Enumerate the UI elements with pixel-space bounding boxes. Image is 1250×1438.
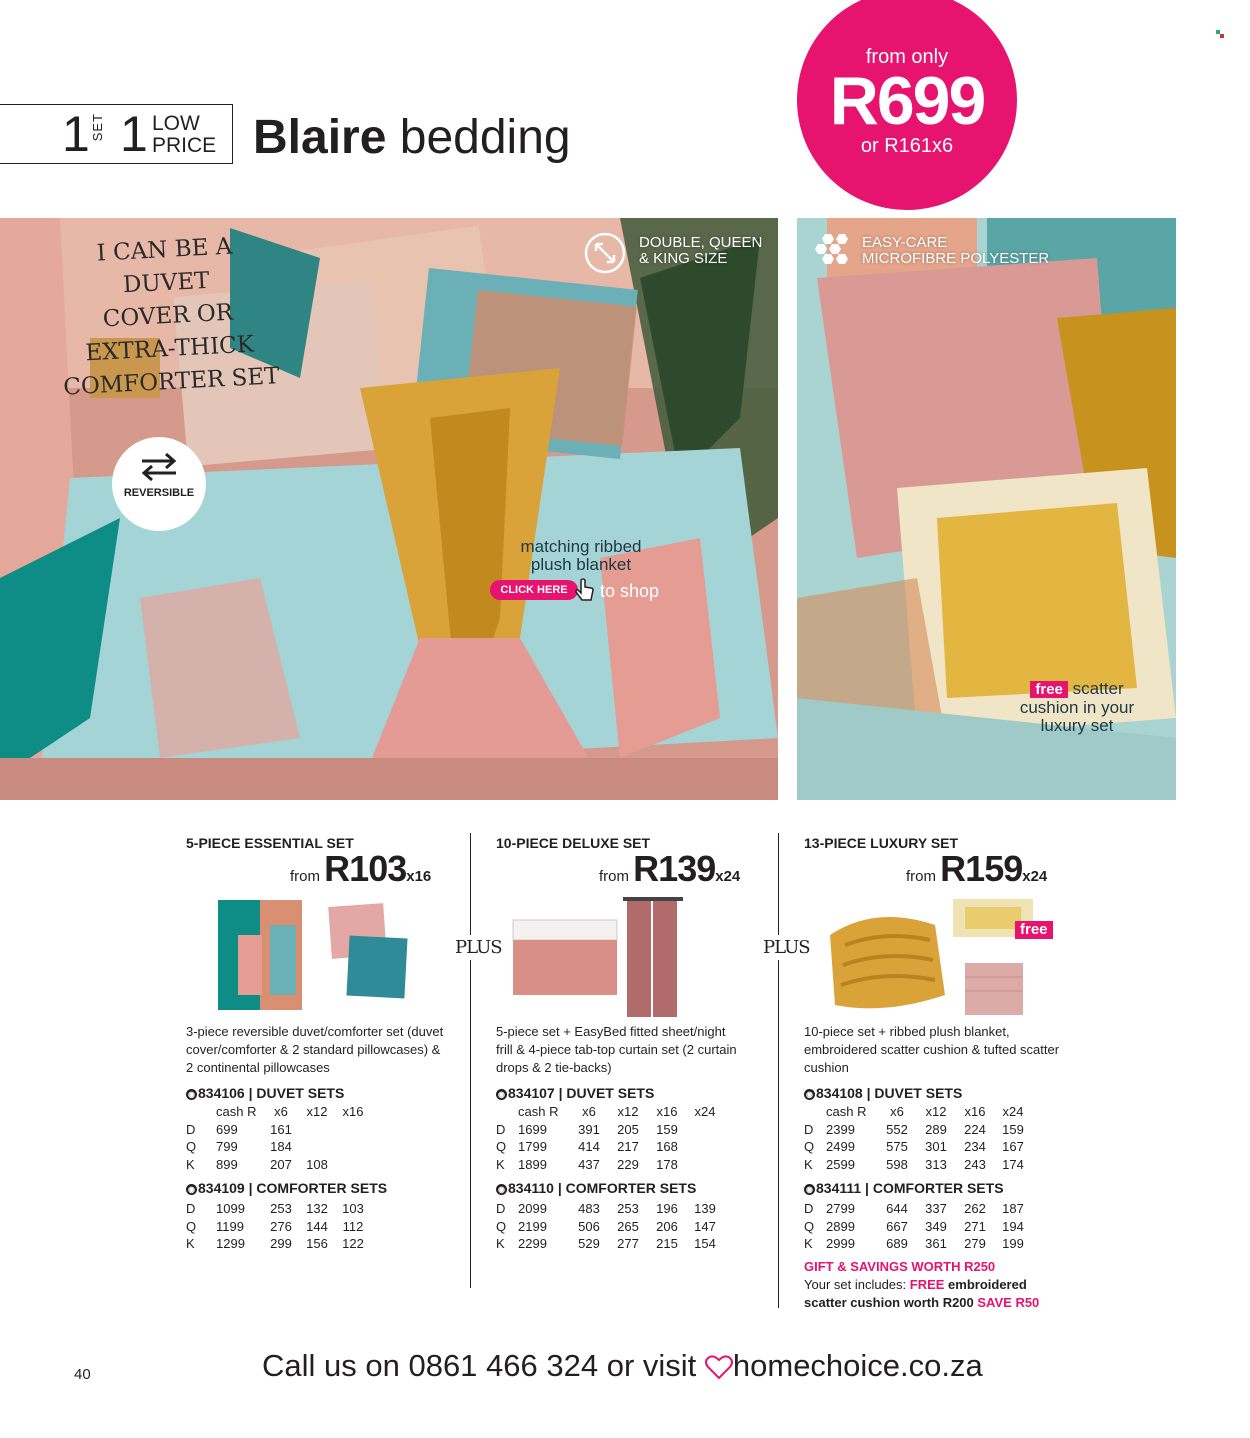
table-row (496, 1156, 724, 1174)
deluxe-set-price (599, 848, 740, 890)
x12-cell: 253 (617, 1201, 639, 1216)
size-feature (639, 235, 762, 267)
table-header: x16 (964, 1104, 986, 1119)
cash-cell: 2099 (518, 1201, 547, 1216)
x16-cell: 112 (342, 1218, 364, 1234)
deluxe-duvet-code (496, 1085, 654, 1101)
luxury-set-price (906, 848, 1047, 890)
x16-cell (336, 1156, 370, 1174)
price-from: from only (865, 46, 949, 68)
table-header: x12 (306, 1104, 328, 1119)
badge-price: PRICE (152, 134, 217, 157)
table-row (804, 1200, 1032, 1218)
table-header: cash R (826, 1104, 867, 1119)
handwritten-note (54, 228, 282, 404)
honeycomb-icon (815, 232, 855, 266)
feature-line: & KING SIZE (639, 250, 728, 267)
catalogue-icon: ◉ (804, 1184, 815, 1195)
cash-cell: 2899 (826, 1218, 855, 1234)
reversible-badge (112, 437, 206, 531)
title-rest: bedding (386, 111, 571, 164)
essential-set-description (186, 1023, 443, 1077)
code-text: 834111 | COMFORTER SETS (816, 1180, 1004, 1196)
table-header-row (496, 1103, 724, 1121)
note-text: scatter (1067, 679, 1124, 698)
x6-cell: 529 (578, 1236, 600, 1251)
size-cell: K (186, 1156, 195, 1172)
deluxe-set-heading: 10-PIECE DELUXE SET (496, 835, 651, 851)
note-line: plush blanket (530, 555, 632, 574)
gift-save: SAVE R50 (977, 1295, 1040, 1310)
free-tag: free (1015, 921, 1053, 939)
x12-cell (298, 1138, 336, 1156)
table-row (496, 1121, 724, 1139)
website-link[interactable]: homechoice.co.za (732, 1348, 983, 1383)
table-header: x6 (890, 1104, 904, 1119)
x12-cell: 229 (617, 1156, 639, 1172)
x24-cell: 194 (1002, 1218, 1024, 1234)
note-line: luxury set (1040, 716, 1114, 735)
table-row (804, 1121, 1032, 1139)
price-amount: R699 (829, 63, 985, 139)
cash-cell: 899 (216, 1156, 238, 1172)
essential-duvet-price-table (186, 1103, 370, 1173)
cash-cell: 2799 (826, 1201, 855, 1216)
badge-number-one: 1 (62, 106, 90, 162)
luxury-set-thumbnail (815, 895, 1065, 1020)
x6-cell: 667 (886, 1218, 908, 1234)
table-header-row (186, 1103, 370, 1121)
cash-cell: 2399 (826, 1121, 855, 1137)
desc-line: 3-piece reversible duvet/comforter set (duvet (186, 1024, 444, 1039)
x16-cell: 215 (656, 1236, 678, 1251)
x6-cell: 437 (578, 1156, 600, 1172)
cash-cell: 1699 (518, 1121, 547, 1137)
table-row (496, 1200, 724, 1218)
catalogue-icon: ◉ (804, 1089, 815, 1100)
table-row (496, 1138, 724, 1156)
size-cell: D (496, 1121, 506, 1137)
feature-line: MICROFIBRE POLYESTER (862, 250, 1050, 267)
handwritten-line: I CAN BE A DUVET (96, 233, 233, 299)
size-cell: K (186, 1236, 195, 1251)
deluxe-comforter-price-table (496, 1200, 724, 1253)
cash-cell: 699 (216, 1121, 238, 1137)
feature-line: EASY-CARE (862, 234, 948, 251)
note-line: matching ribbed (520, 537, 642, 556)
badge-number-one: 1 (120, 106, 148, 162)
blanket-note (496, 538, 666, 574)
x12-cell: 156 (306, 1236, 328, 1251)
x12-cell: 108 (306, 1156, 328, 1172)
from-label: from (906, 868, 936, 885)
x16-cell: 159 (656, 1121, 678, 1137)
page-number: 40 (74, 1366, 91, 1383)
x6-cell: 161 (270, 1121, 292, 1137)
essential-duvet-code (186, 1085, 344, 1101)
x12-cell: 205 (617, 1121, 639, 1137)
price-term: x24 (1022, 868, 1048, 885)
price-value: R139 (633, 848, 716, 889)
x16-cell: 196 (656, 1201, 678, 1216)
cash-cell: 1199 (216, 1218, 244, 1234)
table-header: x24 (1002, 1104, 1024, 1119)
handwritten-line: COVER OR EXTRA-THICK (84, 299, 255, 367)
gift-line (804, 1294, 1039, 1312)
table-row (186, 1235, 370, 1253)
x6-cell: 207 (270, 1156, 292, 1172)
x24-cell: 199 (1002, 1236, 1024, 1251)
price-circle (797, 0, 1017, 210)
x6-cell: 299 (270, 1236, 292, 1251)
table-row (186, 1156, 370, 1174)
corner-mark-icon (1216, 30, 1224, 38)
x24-cell: 159 (1002, 1121, 1024, 1137)
gift-title: GIFT & SAVINGS WORTH R250 (804, 1259, 996, 1274)
resize-arrows-icon (584, 232, 626, 274)
table-row (496, 1235, 724, 1253)
x12-cell: 289 (925, 1121, 947, 1137)
price-alt: or R161x6 (860, 135, 954, 157)
x12-cell: 265 (617, 1218, 639, 1234)
cash-cell: 1299 (216, 1236, 245, 1251)
feature-line: DOUBLE, QUEEN (639, 234, 763, 251)
code-text: 834110 | COMFORTER SETS (508, 1180, 697, 1196)
deluxe-set-thumbnail (505, 895, 705, 1020)
cash-cell: 1899 (518, 1156, 547, 1172)
from-label: from (290, 868, 320, 885)
gift-line (804, 1276, 1039, 1294)
desc-line: cover/comforter & 2 standard pillowcases) & (186, 1042, 441, 1057)
essential-set-thumbnail (210, 895, 420, 1015)
x16-cell: 178 (656, 1156, 678, 1172)
table-header: x12 (617, 1104, 639, 1119)
size-cell: K (804, 1156, 813, 1172)
size-cell: D (496, 1201, 506, 1216)
reversible-label: REVERSIBLE (123, 487, 195, 499)
table-row (804, 1138, 1032, 1156)
gift-free: FREE (909, 1277, 945, 1292)
catalogue-icon: ◉ (186, 1089, 197, 1100)
click-here-button[interactable]: CLICK HERE (490, 580, 578, 600)
catalogue-icon: ◉ (186, 1184, 197, 1195)
cash-cell: 1799 (518, 1139, 547, 1154)
desc-line: drops & 2 tie-backs) (496, 1060, 612, 1075)
badge-low-price (152, 113, 216, 157)
x16-cell: 234 (964, 1139, 986, 1154)
deluxe-set-description (496, 1023, 737, 1077)
table-header: x6 (582, 1104, 596, 1119)
column-divider (778, 833, 779, 1308)
hand-pointer-icon (574, 578, 596, 604)
desc-line: 5-piece set + EasyBed fitted sheet/night (496, 1024, 726, 1039)
x12-cell: 337 (925, 1201, 947, 1216)
x6-cell: 391 (578, 1121, 600, 1137)
table-header: x6 (274, 1104, 288, 1119)
table-header: x24 (694, 1104, 716, 1119)
x6-cell: 184 (270, 1139, 292, 1154)
x6-cell: 552 (886, 1121, 908, 1137)
footer-text: Call us on 0861 466 324 or visit (262, 1348, 705, 1383)
x6-cell: 414 (578, 1139, 600, 1154)
table-header: x16 (656, 1104, 678, 1119)
x12-cell: 217 (617, 1139, 639, 1154)
size-cell: Q (496, 1139, 507, 1154)
size-cell: Q (804, 1218, 815, 1234)
code-text: 834106 | DUVET SETS (198, 1085, 345, 1101)
code-text: 834109 | COMFORTER SETS (198, 1180, 388, 1196)
x24-cell: 167 (1002, 1139, 1024, 1154)
deluxe-comforter-code (496, 1180, 696, 1196)
table-row (804, 1218, 1032, 1236)
x24-cell (686, 1121, 724, 1139)
to-shop-label[interactable]: to shop (600, 581, 660, 601)
size-cell: Q (186, 1218, 197, 1234)
from-label: from (599, 868, 629, 885)
x24-cell: 154 (694, 1236, 716, 1251)
gift-text: embroidered (944, 1277, 1027, 1292)
handwritten-line: COMFORTER SET (62, 363, 281, 401)
table-header: x16 (342, 1104, 364, 1119)
x12-cell: 277 (617, 1236, 639, 1251)
essential-set-heading: 5-PIECE ESSENTIAL SET (186, 835, 354, 851)
size-cell: Q (804, 1139, 815, 1154)
cash-cell: 2599 (826, 1156, 855, 1172)
luxury-duvet-code (804, 1085, 962, 1101)
x16-cell: 224 (964, 1121, 986, 1137)
x24-cell: 187 (1002, 1201, 1024, 1216)
code-text: 834107 | DUVET SETS (508, 1085, 655, 1101)
size-cell: K (496, 1236, 505, 1251)
x16-cell (336, 1121, 370, 1139)
cash-cell: 2499 (826, 1139, 855, 1154)
table-header: cash R (216, 1104, 257, 1119)
luxury-duvet-price-table (804, 1103, 1032, 1173)
swap-arrows-icon (136, 451, 182, 483)
essential-comforter-code (186, 1180, 387, 1196)
plus-label: PLUS (763, 937, 810, 958)
catalogue-icon: ◉ (496, 1184, 507, 1195)
table-header: cash R (518, 1104, 559, 1119)
desc-line: frill & 4-piece tab-top curtain set (2 curtain (496, 1042, 737, 1057)
cash-cell: 2999 (826, 1236, 855, 1251)
x12-cell: 144 (306, 1218, 328, 1234)
size-cell: Q (496, 1218, 507, 1234)
x16-cell: 103 (342, 1201, 364, 1216)
note-line: cushion in your (1019, 698, 1135, 717)
table-row (804, 1235, 1032, 1253)
page-title (253, 108, 571, 168)
cash-cell: 1099 (216, 1201, 245, 1216)
x6-cell: 575 (886, 1139, 908, 1154)
essential-set-price (290, 848, 431, 890)
size-cell: D (804, 1121, 814, 1137)
price-value: R159 (940, 848, 1023, 889)
x16-cell: 168 (656, 1139, 678, 1154)
title-brand: Blaire (253, 111, 387, 164)
one-set-one-low-price-badge (0, 104, 233, 164)
code-text: 834108 | DUVET SETS (816, 1085, 963, 1101)
table-row (186, 1138, 370, 1156)
size-cell: D (804, 1201, 814, 1216)
x16-cell: 243 (964, 1156, 986, 1172)
size-cell: D (186, 1201, 196, 1216)
table-row (186, 1200, 370, 1218)
free-tag: free (1030, 681, 1068, 698)
x16-cell: 206 (656, 1218, 678, 1234)
gift-savings-block (804, 1258, 1039, 1312)
size-cell: Q (186, 1139, 197, 1154)
desc-line: 2 continental pillowcases (186, 1060, 330, 1075)
x12-cell: 313 (925, 1156, 947, 1172)
footer-contact (262, 1348, 983, 1384)
luxury-comforter-price-table (804, 1200, 1032, 1253)
table-row (186, 1121, 370, 1139)
cash-cell: 2299 (518, 1236, 547, 1251)
x24-cell: 174 (1002, 1156, 1024, 1172)
table-row (496, 1218, 724, 1236)
x12-cell: 361 (925, 1236, 947, 1251)
x16-cell: 279 (964, 1236, 986, 1251)
desc-line: cushion (804, 1060, 849, 1075)
table-header-row (804, 1103, 1032, 1121)
price-value: R103 (324, 848, 407, 889)
x6-cell: 598 (886, 1156, 908, 1172)
x6-cell: 276 (270, 1218, 292, 1234)
plus-label: PLUS (455, 937, 502, 958)
free-cushion-note (1002, 680, 1152, 735)
table-header: x12 (925, 1104, 947, 1119)
x16-cell: 271 (964, 1218, 986, 1234)
x12-cell: 132 (306, 1201, 328, 1216)
badge-set-label: SET (90, 113, 105, 142)
x16-cell: 122 (342, 1236, 364, 1251)
badge-low: LOW (152, 112, 200, 135)
column-divider (470, 833, 471, 1288)
size-cell: K (804, 1236, 813, 1251)
heart-icon (705, 1354, 733, 1380)
luxury-set-description (804, 1023, 1059, 1077)
x24-cell: 147 (694, 1218, 716, 1234)
x12-cell: 349 (925, 1218, 947, 1234)
table-row (186, 1218, 370, 1236)
cash-cell: 2199 (518, 1218, 547, 1234)
x24-cell (686, 1138, 724, 1156)
luxury-comforter-code (804, 1180, 1004, 1196)
table-row (804, 1156, 1032, 1174)
luxury-set-heading: 13-PIECE LUXURY SET (804, 835, 959, 851)
x24-cell (686, 1156, 724, 1174)
size-cell: K (496, 1156, 505, 1172)
x12-cell: 301 (925, 1139, 947, 1154)
x6-cell: 689 (886, 1236, 908, 1251)
essential-comforter-price-table (186, 1200, 370, 1253)
x24-cell: 139 (694, 1201, 716, 1216)
x12-cell (298, 1121, 336, 1139)
desc-line: embroidered scatter cushion & tufted scatter (804, 1042, 1060, 1057)
price-term: x24 (715, 868, 741, 885)
gift-text: Your set includes: (804, 1277, 910, 1292)
x6-cell: 253 (270, 1201, 292, 1216)
deluxe-duvet-price-table (496, 1103, 724, 1173)
x16-cell: 262 (964, 1201, 986, 1216)
x6-cell: 644 (886, 1201, 908, 1216)
cash-cell: 799 (216, 1139, 238, 1154)
price-term: x16 (406, 868, 432, 885)
catalogue-icon: ◉ (496, 1089, 507, 1100)
gift-text: scatter cushion worth R200 (804, 1295, 978, 1310)
desc-line: 10-piece set + ribbed plush blanket, (804, 1024, 1010, 1039)
x6-cell: 506 (578, 1218, 600, 1234)
fabric-feature (862, 235, 1049, 267)
x6-cell: 483 (578, 1201, 600, 1216)
x16-cell (336, 1138, 370, 1156)
size-cell: D (186, 1121, 196, 1137)
